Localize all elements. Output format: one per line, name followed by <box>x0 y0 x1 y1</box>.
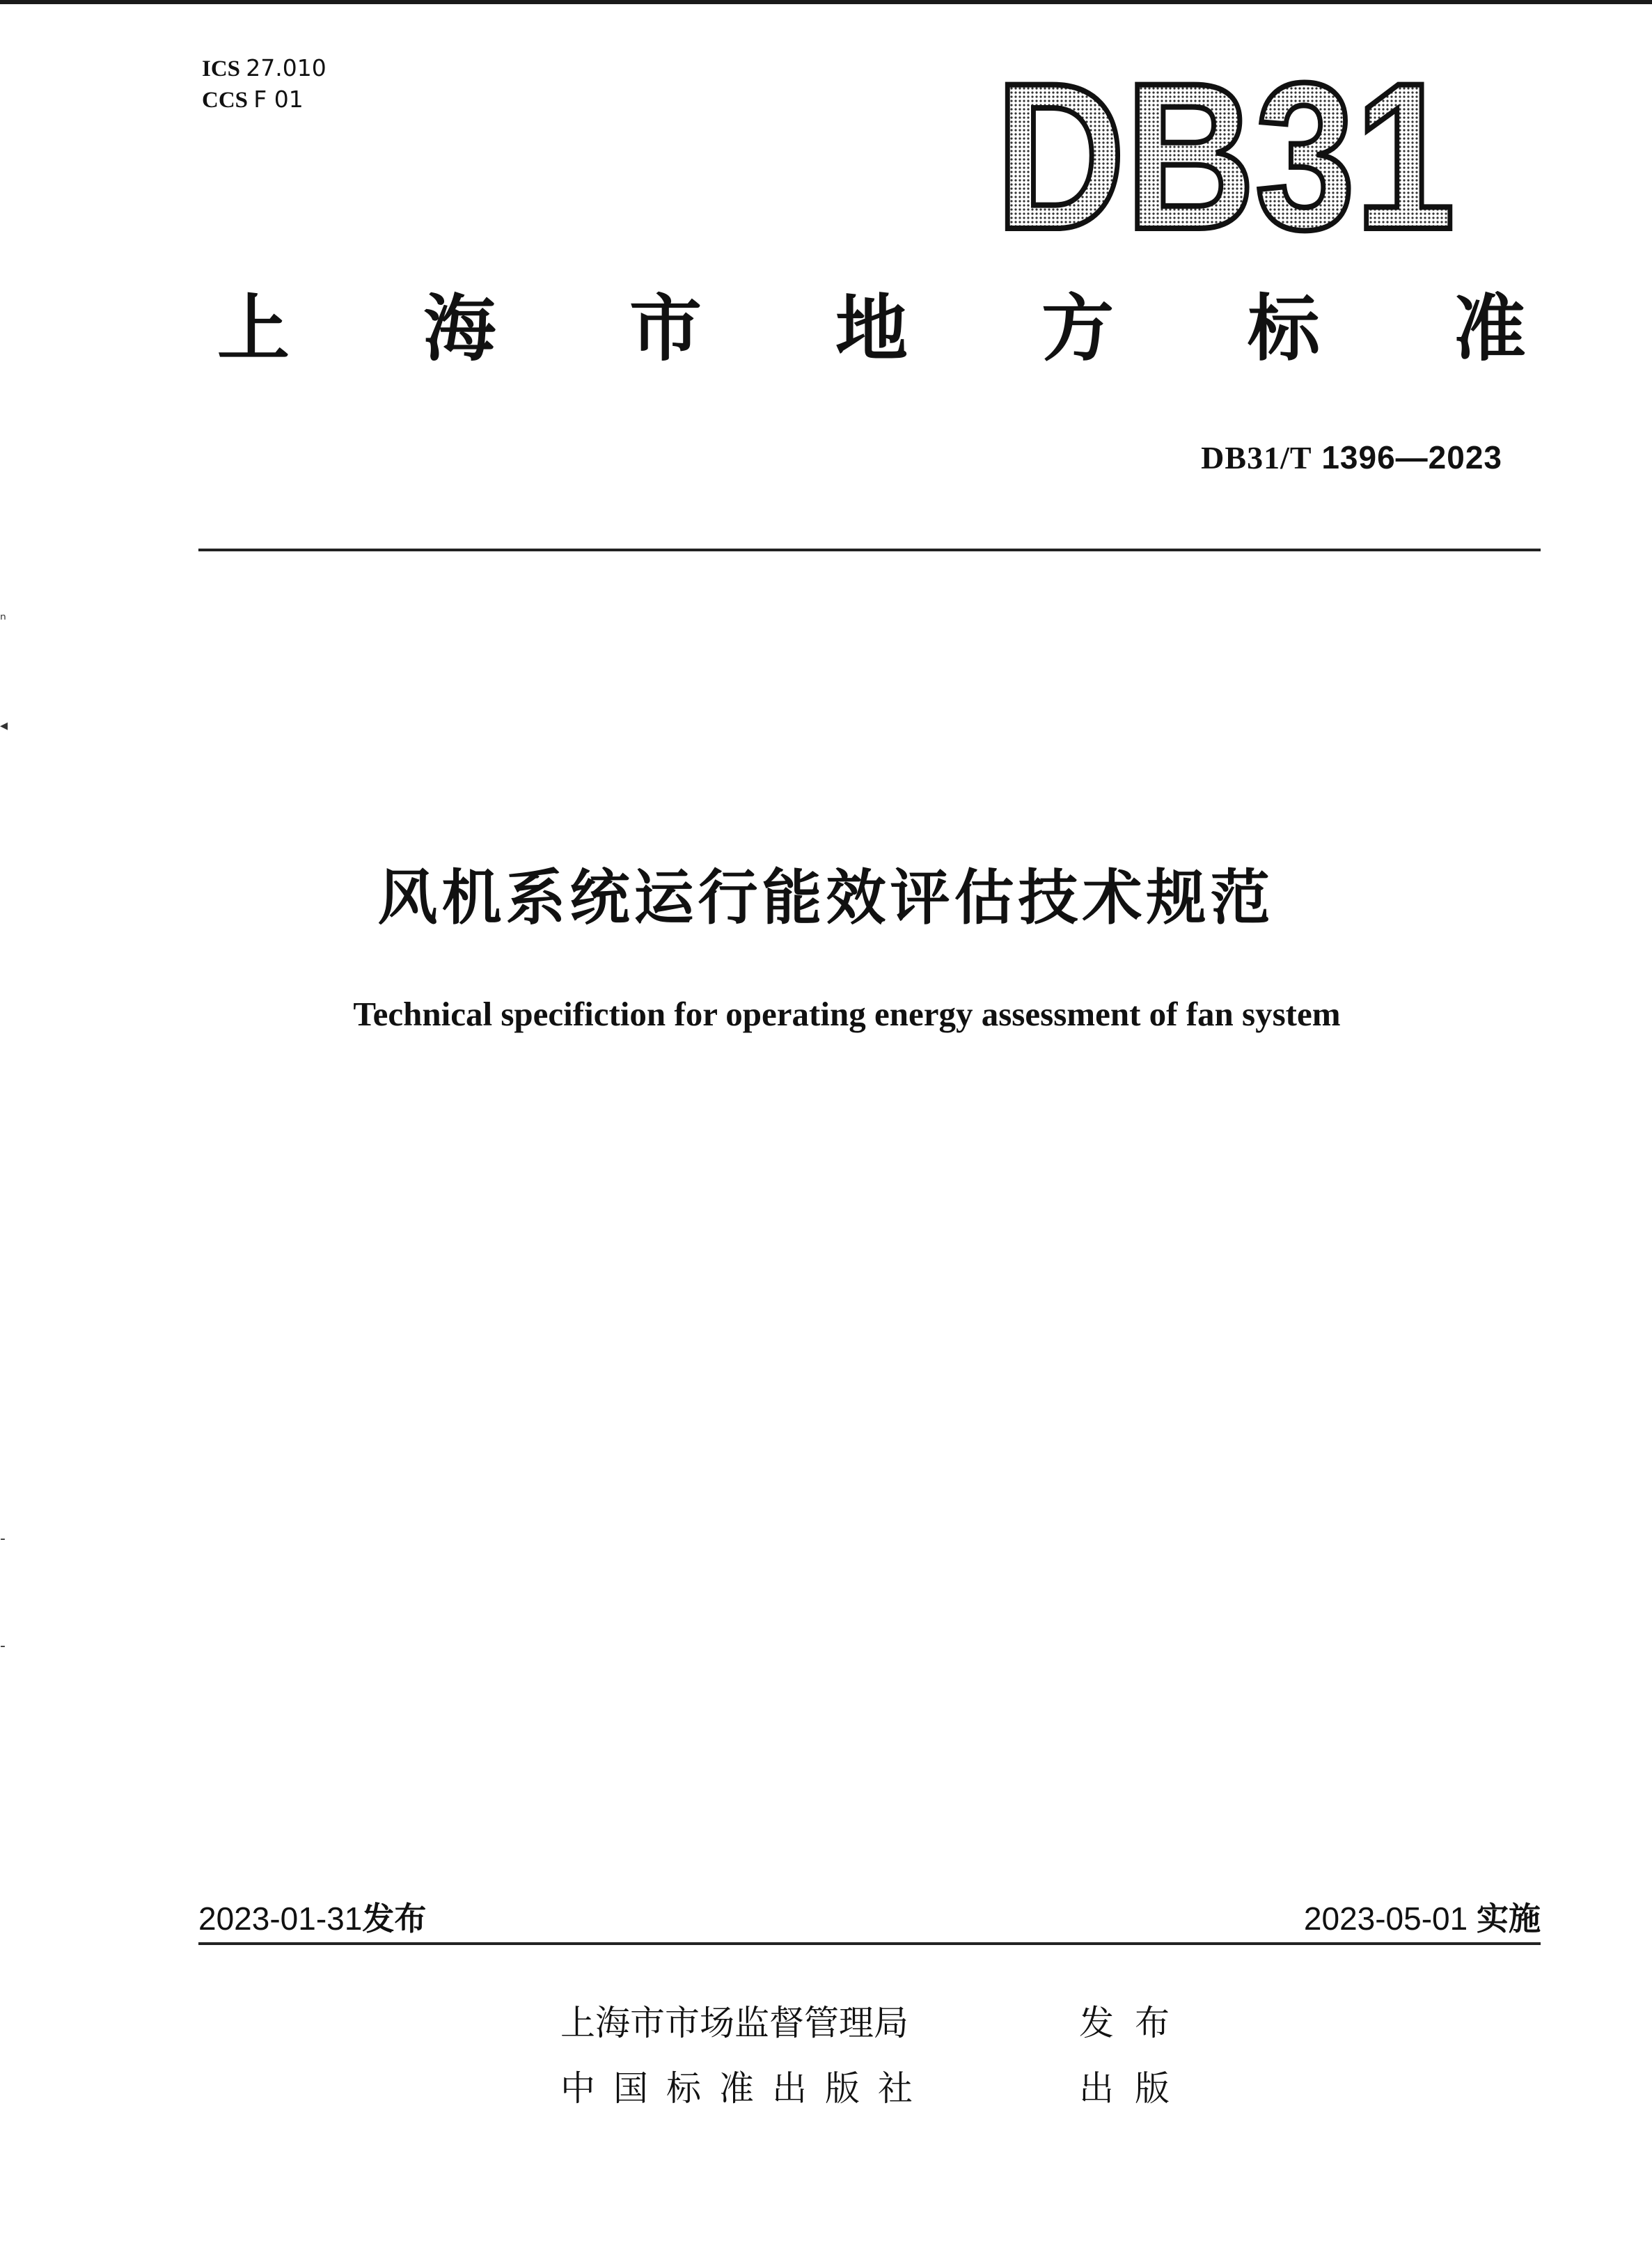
publish-date <box>198 1894 426 1939</box>
ics-code: 27.010 <box>246 54 327 81</box>
implement-date-label: 实施 <box>1477 1900 1541 1937</box>
heading-char: 市 <box>629 286 702 371</box>
publisher-role: 出版 <box>1079 2068 1190 2109</box>
issuer-role: 发布 <box>1079 2003 1190 2043</box>
heading-char: 海 <box>423 286 496 371</box>
local-standard-heading <box>217 287 1526 370</box>
standard-number-value: 1396—2023 <box>1321 439 1502 475</box>
publisher-org: 中国标准出版社 <box>560 2068 931 2109</box>
document-title-english: Technical specifiction for operating energy assessment of fan system <box>353 995 1341 1033</box>
logo-text: DB31 <box>996 39 1455 273</box>
classification-codes <box>202 53 327 116</box>
publish-date-label: 发布 <box>362 1900 427 1937</box>
document-title-chinese: 风机系统运行能效评估技术规范 <box>377 863 1275 933</box>
heading-char: 地 <box>835 286 908 371</box>
margin-mark: - <box>0 1637 6 1655</box>
margin-mark: - <box>0 1530 6 1548</box>
top-border-rule <box>0 0 1652 4</box>
heading-char: 准 <box>1453 286 1526 371</box>
standard-number-prefix: DB31/T <box>1201 440 1312 475</box>
implement-date <box>1304 1894 1541 1939</box>
header-divider <box>198 549 1541 551</box>
publisher-row <box>560 2061 1190 2111</box>
issuer-org: 上海市市场监督管理局 <box>560 2003 908 2043</box>
margin-mark: ◂ <box>0 717 8 734</box>
ics-code-line <box>202 53 327 84</box>
publish-date-value: 2023-01-31 <box>198 1900 363 1937</box>
db31-logo <box>989 39 1476 273</box>
footer-divider <box>198 1942 1541 1945</box>
ccs-label: CCS <box>202 88 249 113</box>
ccs-code-line <box>202 84 327 116</box>
heading-char: 标 <box>1247 286 1320 371</box>
issuer-row <box>560 1995 1190 2045</box>
implement-date-value: 2023-05-01 <box>1303 1900 1468 1937</box>
ccs-code: F 01 <box>253 86 304 113</box>
heading-char: 上 <box>217 286 290 371</box>
ics-label: ICS <box>202 56 241 81</box>
heading-char: 方 <box>1041 286 1114 371</box>
margin-mark: ⁿ <box>0 611 6 629</box>
standard-number <box>1201 439 1502 476</box>
